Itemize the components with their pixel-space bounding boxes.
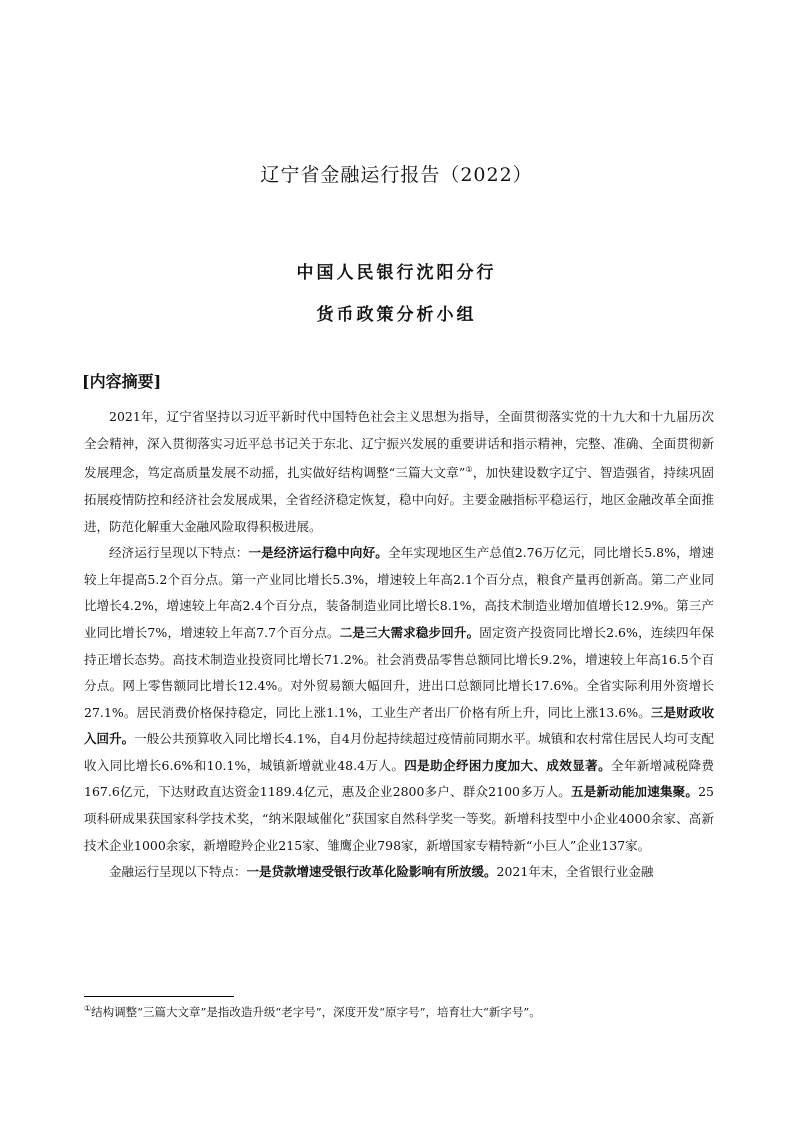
key-point: 一是经济运行稳中向好。 [248, 545, 388, 561]
author-institution: 中国人民银行沈阳分行 [296, 263, 497, 283]
abstract-paragraph [84, 404, 714, 540]
text-segment: 一般公共预算收入同比增长4.1%，自4月份起持续超过疫情前同期水平。城镇和农村常住居民人均可支配收入同比增长6.6%和10.1%，城镇新增就业48.4万人。 [84, 731, 714, 773]
abstract-body [84, 404, 714, 886]
report-title: 辽宁省金融运行报告（2022） [260, 164, 533, 186]
text-segment: 经济运行呈现以下特点： [109, 545, 249, 561]
text-segment: 固定资产投资同比增长2.6%，连续四年保持正增长态势。高技术制造业投资同比增长71.2%。社会消费品零售总额同比增长9.2%，增速较上年高16.5个百分点。网上零售额同比增长12.4%。对外贸易额大幅回升，进出口总额同比增长17.6%。全省实际利用外资增长27.1%。居民消费价格保持稳定，同比上涨1.1%，工业生产者出厂价格有所上升，同比上涨13.6%。 [84, 624, 714, 720]
key-point: 三是财政收入回升。 [84, 704, 714, 747]
author-group: 货币政策分析小组 [316, 305, 477, 325]
key-point: 二是三大需求稳步回升。 [339, 624, 480, 640]
abstract-paragraph [84, 859, 714, 886]
footnote-divider [84, 996, 234, 997]
text-segment: 金融运行呈现以下特点： [109, 864, 247, 880]
text-segment: ，加快建设数字辽宁、智造强省，持续巩固拓展疫情防控和经济社会发展成果，全省经济稳定恢复，稳中向好。主要金融指标平稳运行，地区金融改革全面推进，防范化解重大金融风险取得积极进展。 [84, 465, 714, 534]
key-point: 一是贷款增速受银行改革化险影响有所放缓。 [246, 864, 497, 880]
text-segment: 全年新增减税降费167.6亿元，下达财政直达资金1189.4亿元，惠及企业2800多户、群众2100多万人。 [84, 757, 714, 800]
text-segment: 25项科研成果获国家科学技术奖，“纳米限域催化”获国家自然科学奖一等奖。新增科技型中小企业4000余家、高新技术企业1000余家，新增瞪羚企业215家、雏鹰企业798家，新增国家专精特新“小巨人”企业137家。 [84, 784, 714, 853]
key-point: 五是新动能加速集聚。 [571, 784, 699, 800]
abstract-heading: [内容摘要] [82, 372, 162, 391]
text-segment: 2021年，辽宁省坚持以习近平新时代中国特色社会主义思想为指导，全面贯彻落实党的十九大和十九届历次全会精神，深入贯彻落实习近平总书记关于东北、辽宁振兴发展的重要讲话和指示精神，完整、准确、全面贯彻新发展理念，笃定高质量发展不动摇，扎实做好结构调整“三篇大文章” [84, 409, 714, 481]
footnote [84, 1004, 541, 1020]
footnote-text: 结构调整“三篇大文章”是指改造升级“老字号”，深度开发“原字号”，培育壮大“新字号”。 [91, 1005, 541, 1019]
abstract-paragraph [84, 540, 714, 859]
key-point: 四是助企纾困力度加大、成效显著。 [404, 757, 612, 773]
footnote-marker: ① [84, 1004, 92, 1014]
text-segment: 2021年末，全省银行业金融 [496, 864, 654, 880]
text-segment: 全年实现地区生产总值2.76万亿元，同比增长5.8%，增速较上年提高5.2个百分点。第一产业同比增长5.3%，增速较上年高2.1个百分点，粮食产量再创新高。第二产业同比增长4.2%，增速较上年高2.4个百分点，装备制造业同比增长8.1%，高技术制造业增加值增长12.9%。第三产业同比增长7%，增速较上年高7.7个百分点。 [84, 545, 714, 640]
footnote-ref: ① [465, 465, 473, 475]
